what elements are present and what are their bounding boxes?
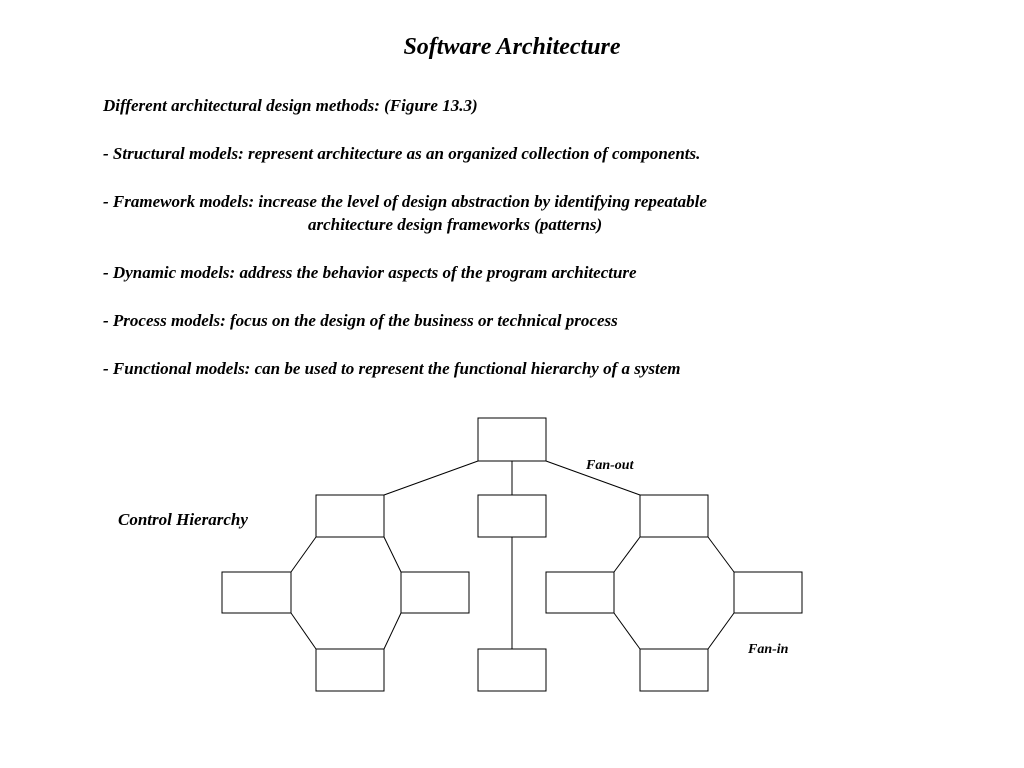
intro-text: Different architectural design methods: (Figure 13.3): [103, 96, 478, 115]
module-box-left-left: [222, 572, 291, 613]
connector-root-left: [384, 461, 478, 495]
module-box-root: [478, 418, 546, 461]
connector-right-right-to-bottom: [708, 613, 734, 649]
slide-title: Software Architecture: [403, 34, 621, 60]
bullet-process-models: - Process models: focus on the design of the business or technical process: [103, 311, 618, 330]
bullet-framework-models: - Framework models: increase the level of design abstraction by identifying repeatable: [103, 192, 707, 211]
connector-left-top-to-right: [384, 537, 401, 572]
fan-out-label: Fan-out: [586, 458, 634, 473]
bullet-functional-models: - Functional models: can be used to represent the functional hierarchy of a system: [103, 359, 681, 378]
bullet-structural-models: - Structural models: represent architecture as an organized collection of components.: [103, 144, 701, 163]
module-box-middle-top: [478, 495, 546, 537]
bullet-dynamic-models: - Dynamic models: address the behavior aspects of the program architecture: [103, 263, 637, 282]
bullet-framework-models-continued: architecture design frameworks (patterns): [308, 215, 603, 234]
module-box-left-bottom: [316, 649, 384, 691]
connector-left-right-to-bottom: [384, 613, 401, 649]
module-box-right-bottom: [640, 649, 708, 691]
connector-right-left-to-bottom: [614, 613, 640, 649]
connector-right-top-to-right: [708, 537, 734, 572]
module-box-right-left: [546, 572, 614, 613]
fan-in-label: Fan-in: [748, 642, 789, 657]
module-box-middle-bottom: [478, 649, 546, 691]
connector-left-left-to-bottom: [291, 613, 316, 649]
diagram-caption: Control Hierarchy: [118, 510, 248, 529]
connector-right-top-to-left: [614, 537, 640, 572]
module-box-left-top: [316, 495, 384, 537]
module-box-right-top: [640, 495, 708, 537]
connector-left-top-to-left: [291, 537, 316, 572]
module-box-left-right: [401, 572, 469, 613]
module-box-right-right: [734, 572, 802, 613]
